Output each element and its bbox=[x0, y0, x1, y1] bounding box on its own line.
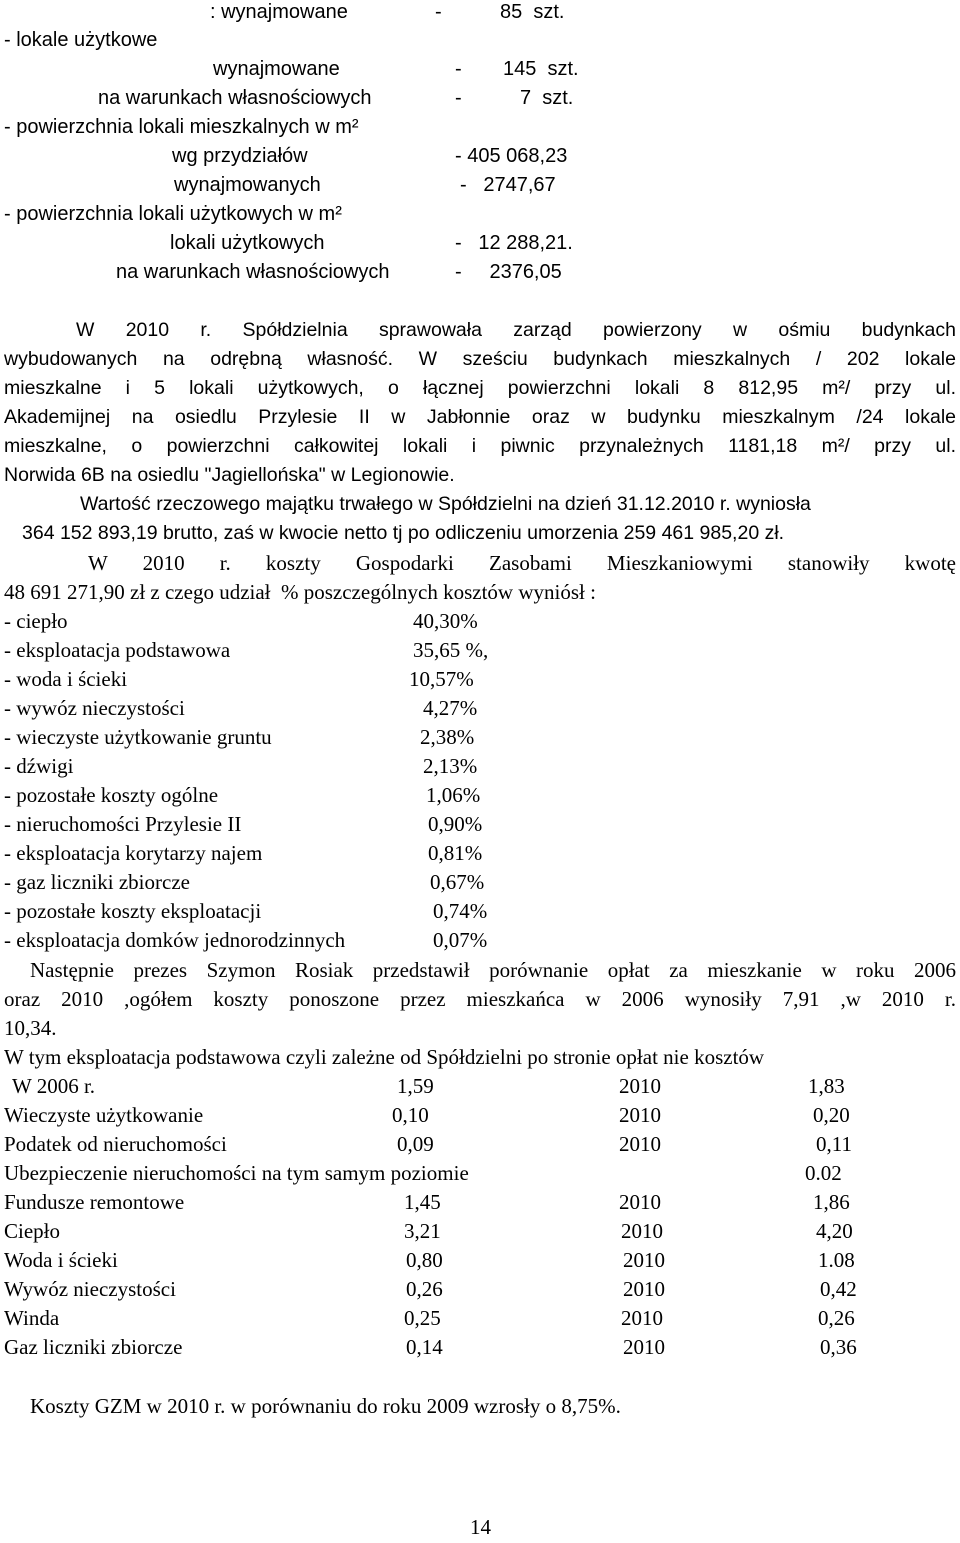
comparison-value-2010: 0,36 bbox=[820, 1335, 857, 1359]
comparison-value-2010: 0,20 bbox=[813, 1103, 850, 1127]
cost-label: - eksploatacja domków jednorodzinnych bbox=[4, 928, 346, 952]
paragraph-line: Akademijnej na osiedlu Przylesie II w Jabłonnie oraz w budynku mieszkalnym /24 lokale bbox=[4, 406, 956, 428]
cost-value: 0,81% bbox=[428, 841, 483, 865]
page-number: 14 bbox=[470, 1515, 491, 1539]
cost-label: - eksploatacja korytarzy najem bbox=[4, 841, 263, 865]
paragraph-line: W tym eksploatacja podstawowa czyli zależne od Spółdzielni po stronie opłat nie kosztów bbox=[4, 1045, 765, 1069]
cost-value: 40,30% bbox=[413, 609, 478, 633]
paragraph-line: oraz 2010 ,ogółem koszty ponoszone przez mieszkańca w 2006 wynosiły 7,91 ,w 2010 r. bbox=[4, 987, 956, 1011]
comparison-value-2010: 0,42 bbox=[820, 1277, 857, 1301]
stat-value: 7 szt. bbox=[520, 87, 574, 109]
stat-label: wynajmowane bbox=[213, 58, 340, 80]
comparison-year: 2010 bbox=[621, 1219, 663, 1243]
comparison-value-2010: 1.08 bbox=[818, 1248, 855, 1272]
comparison-year: 2010 bbox=[619, 1132, 661, 1156]
paragraph-line: Wartość rzeczowego majątku trwałego w Spółdzielni na dzień 31.12.2010 r. wyniosła bbox=[80, 493, 811, 515]
comparison-value-2010: 4,20 bbox=[816, 1219, 853, 1243]
comparison-value-2010: 0.02 bbox=[805, 1161, 842, 1185]
stat-label: lokali użytkowych bbox=[170, 232, 325, 254]
stat-label: wg przydziałów bbox=[172, 145, 308, 167]
comparison-label: Winda bbox=[4, 1306, 60, 1330]
comparison-value-2006: 0,14 bbox=[406, 1335, 443, 1359]
cost-value: 0,07% bbox=[433, 928, 488, 952]
comparison-value-2010: 0,26 bbox=[818, 1306, 855, 1330]
paragraph-line: W 2010 r. koszty Gospodarki Zasobami Mieszkaniowymi stanowiły kwotę bbox=[88, 551, 956, 575]
comparison-year: 2010 bbox=[619, 1074, 661, 1098]
summary-text: Koszty GZM w 2010 r. w porównaniu do roku 2009 wzrosły o 8,75%. bbox=[30, 1394, 621, 1418]
paragraph-line: 10,34. bbox=[4, 1016, 57, 1040]
comparison-value-2010: 0,11 bbox=[816, 1132, 852, 1156]
paragraph-line: W 2010 r. Spółdzielnia sprawowała zarząd powierzony w ośmiu budynkach bbox=[76, 319, 956, 341]
cost-label: - woda i ścieki bbox=[4, 667, 128, 691]
cost-value: 35,65 %, bbox=[413, 638, 489, 662]
stat-value: - 2747,67 bbox=[460, 174, 556, 196]
cost-label: - pozostałe koszty eksploatacji bbox=[4, 899, 262, 923]
cost-value: 10,57% bbox=[409, 667, 474, 691]
paragraph-line: mieszkalne i 5 lokali użytkowych, o łącznej powierzchni lokali 8 812,95 m²/ przy ul. bbox=[4, 377, 956, 399]
paragraph-line: 364 152 893,19 brutto, zaś w kwocie netto tj po odliczeniu umorzenia 259 461 985,20 zł. bbox=[22, 522, 785, 544]
cost-value: 0,67% bbox=[430, 870, 485, 894]
comparison-value-2006: 0,80 bbox=[406, 1248, 443, 1272]
stat-heading: - powierzchnia lokali mieszkalnych w m² bbox=[4, 116, 359, 138]
comparison-year: 2010 bbox=[623, 1335, 665, 1359]
comparison-label: Ciepło bbox=[4, 1219, 60, 1243]
stat-value: - 2376,05 bbox=[455, 261, 562, 283]
stat-heading: - lokale użytkowe bbox=[4, 29, 158, 51]
cost-label: - wieczyste użytkowanie gruntu bbox=[4, 725, 272, 749]
cost-label: - ciepło bbox=[4, 609, 68, 633]
comparison-year: 2010 bbox=[619, 1103, 661, 1127]
cost-label: - pozostałe koszty ogólne bbox=[4, 783, 219, 807]
comparison-year: 2010 bbox=[623, 1277, 665, 1301]
comparison-value-2006: 0,26 bbox=[406, 1277, 443, 1301]
comparison-value-2010: 1,86 bbox=[813, 1190, 850, 1214]
comparison-value-2010: 1,83 bbox=[808, 1074, 845, 1098]
stat-dash: - bbox=[455, 87, 462, 109]
comparison-value-2006: 0,10 bbox=[392, 1103, 429, 1127]
cost-value: 0,74% bbox=[433, 899, 488, 923]
cost-value: 0,90% bbox=[428, 812, 483, 836]
stat-label: na warunkach własnościowych bbox=[116, 261, 390, 283]
comparison-label: Woda i ścieki bbox=[4, 1248, 118, 1272]
comparison-label: W 2006 r. bbox=[12, 1074, 96, 1098]
comparison-year: 2010 bbox=[621, 1306, 663, 1330]
stat-label: wynajmowanych bbox=[174, 174, 321, 196]
cost-label: - gaz liczniki zbiorcze bbox=[4, 870, 190, 894]
cost-label: - eksploatacja podstawowa bbox=[4, 638, 231, 662]
comparison-label: Podatek od nieruchomości bbox=[4, 1132, 227, 1156]
paragraph-line: mieszkalne, o powierzchni całkowitej lokali i piwnic przynależnych 1181,18 m²/ przy ul. bbox=[4, 435, 956, 457]
comparison-year: 2010 bbox=[619, 1190, 661, 1214]
comparison-value-2006: 1,45 bbox=[404, 1190, 441, 1214]
cost-label: - wywóz nieczystości bbox=[4, 696, 185, 720]
cost-value: 2,38% bbox=[420, 725, 475, 749]
stat-heading: - powierzchnia lokali użytkowych w m² bbox=[4, 203, 342, 225]
cost-label: - dźwigi bbox=[4, 754, 74, 778]
cost-value: 1,06% bbox=[426, 783, 481, 807]
comparison-value-2006: 0,25 bbox=[404, 1306, 441, 1330]
comparison-value-2006: 3,21 bbox=[404, 1219, 441, 1243]
stat-dash: - bbox=[455, 58, 462, 80]
paragraph-line: Następnie prezes Szymon Rosiak przedstawił porównanie opłat za mieszkanie w roku 2006 bbox=[30, 958, 956, 982]
stat-label: : wynajmowane bbox=[210, 1, 348, 23]
paragraph-line: 48 691 271,90 zł z czego udział % poszczególnych kosztów wyniósł : bbox=[4, 580, 596, 604]
paragraph-line: Norwida 6B na osiedlu "Jagiellońska" w Legionowie. bbox=[4, 464, 455, 486]
stat-value: 145 szt. bbox=[503, 58, 579, 80]
comparison-label: Fundusze remontowe bbox=[4, 1190, 185, 1214]
comparison-year: 2010 bbox=[623, 1248, 665, 1272]
comparison-label: Gaz liczniki zbiorcze bbox=[4, 1335, 183, 1359]
comparison-label: Wywóz nieczystości bbox=[4, 1277, 176, 1301]
comparison-value-2006: 1,59 bbox=[397, 1074, 434, 1098]
stat-label: na warunkach własnościowych bbox=[98, 87, 372, 109]
cost-value: 4,27% bbox=[423, 696, 478, 720]
stat-value: - 405 068,23 bbox=[455, 145, 568, 167]
stat-dash: - bbox=[435, 1, 442, 23]
comparison-label: Ubezpieczenie nieruchomości na tym samym poziomie bbox=[4, 1161, 469, 1185]
stat-value: 85 szt. bbox=[500, 1, 565, 23]
comparison-value-2006: 0,09 bbox=[397, 1132, 434, 1156]
cost-value: 2,13% bbox=[423, 754, 478, 778]
stat-value: - 12 288,21. bbox=[455, 232, 573, 254]
cost-label: - nieruchomości Przylesie II bbox=[4, 812, 242, 836]
paragraph-line: wybudowanych na odrębną własność. W sześciu budynkach mieszkalnych / 202 lokale bbox=[4, 348, 956, 370]
comparison-label: Wieczyste użytkowanie bbox=[4, 1103, 204, 1127]
